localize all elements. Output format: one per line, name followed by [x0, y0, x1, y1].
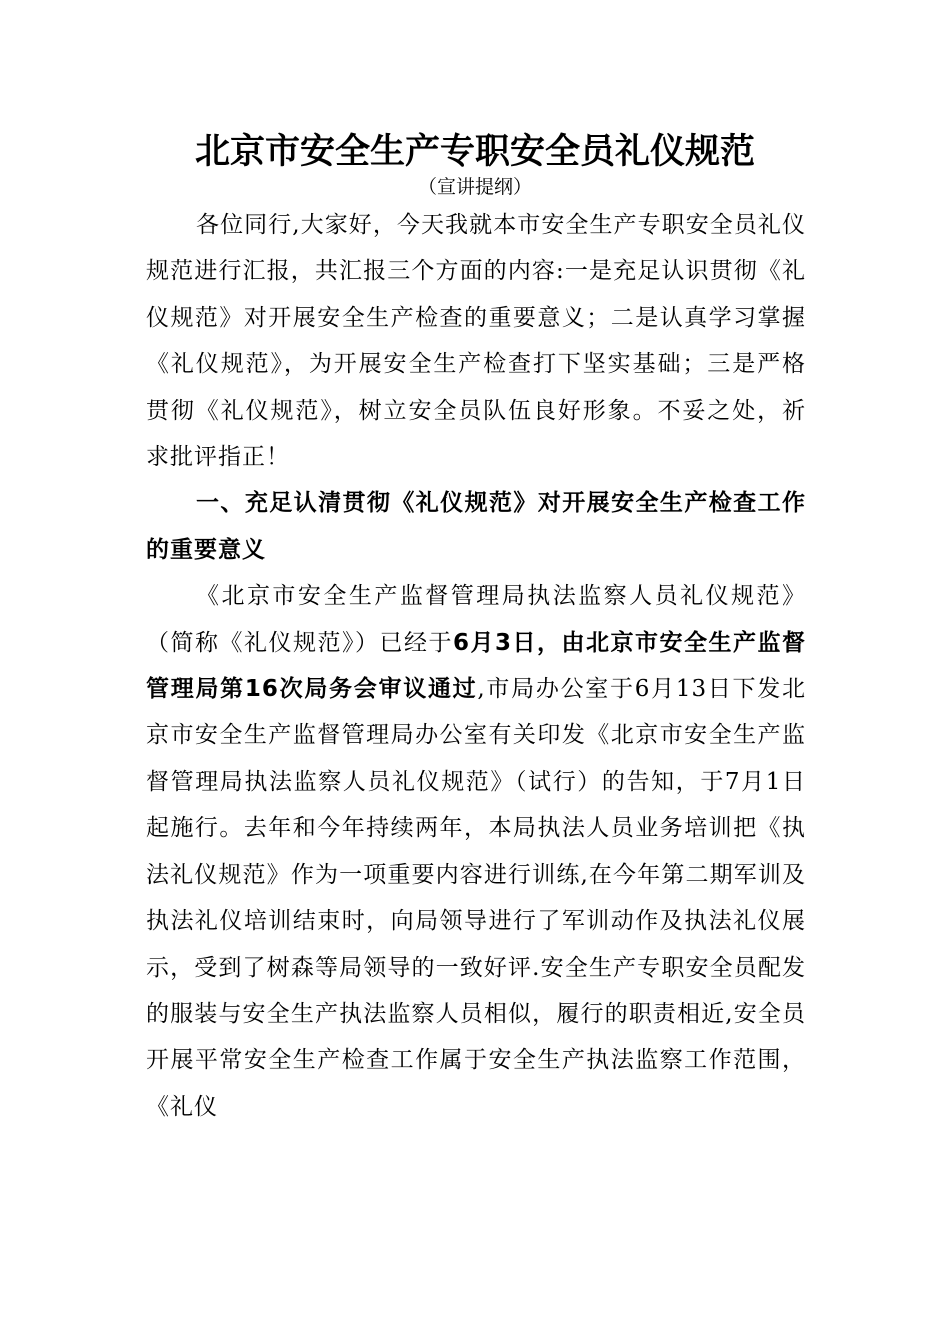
section-1-text-part2: ,市局办公室于6月13日下发北京市安全生产监督管理局办公室有关印发《北京市安全生产监督管理局执法监察人员礼仪规范》（试行）的告知，于7月1日起施行。去年和今年持续两年，本局执法人员业务培训把《执法礼仪规范》作为一项重要内容进行训练,在今年第二期军训及执法礼仪培训结束时，向局领导进行了军训动作及执法礼仪展示，受到了树森等局领导的一致好评.安全生产专职安全员配发的服装与安全生产执法监察人员相似，履行的职责相近,安全员开展平常安全生产检查工作属于安全生产执法监察工作范围，《礼仪: [146, 676, 806, 1120]
document-subtitle: （宣讲提纲）: [417, 176, 532, 198]
section-1-heading: 一、充足认清贯彻《礼仪规范》对开展安全生产检查工作的重要意义: [146, 490, 806, 563]
document-body: [146, 202, 806, 1130]
section-1-bold-text: 6月3日，由北京市安全生产监督管理局第16次局务会审议通过: [146, 629, 806, 703]
document-title: 北京市安全生产专职安全员礼仪规范: [194, 132, 755, 172]
section-1-text-part1: 《北京市安全生产监督管理局执法监察人员礼仪规范》（简称《礼仪规范》）已经于: [146, 583, 806, 656]
section-1-paragraph: [146, 573, 806, 1130]
intro-paragraph: 各位同行,大家好，今天我就本市安全生产专职安全员礼仪规范进行汇报，共汇报三个方面的内容:一是充足认识贯彻《礼仪规范》对开展安全生产检查的重要意义；二是认真学习掌握《礼仪规范》，为开展安全生产检查打下坚实基础；三是严格贯彻《礼仪规范》，树立安全员队伍良好形象。不妥之处，祈求批评指正！: [146, 212, 806, 471]
